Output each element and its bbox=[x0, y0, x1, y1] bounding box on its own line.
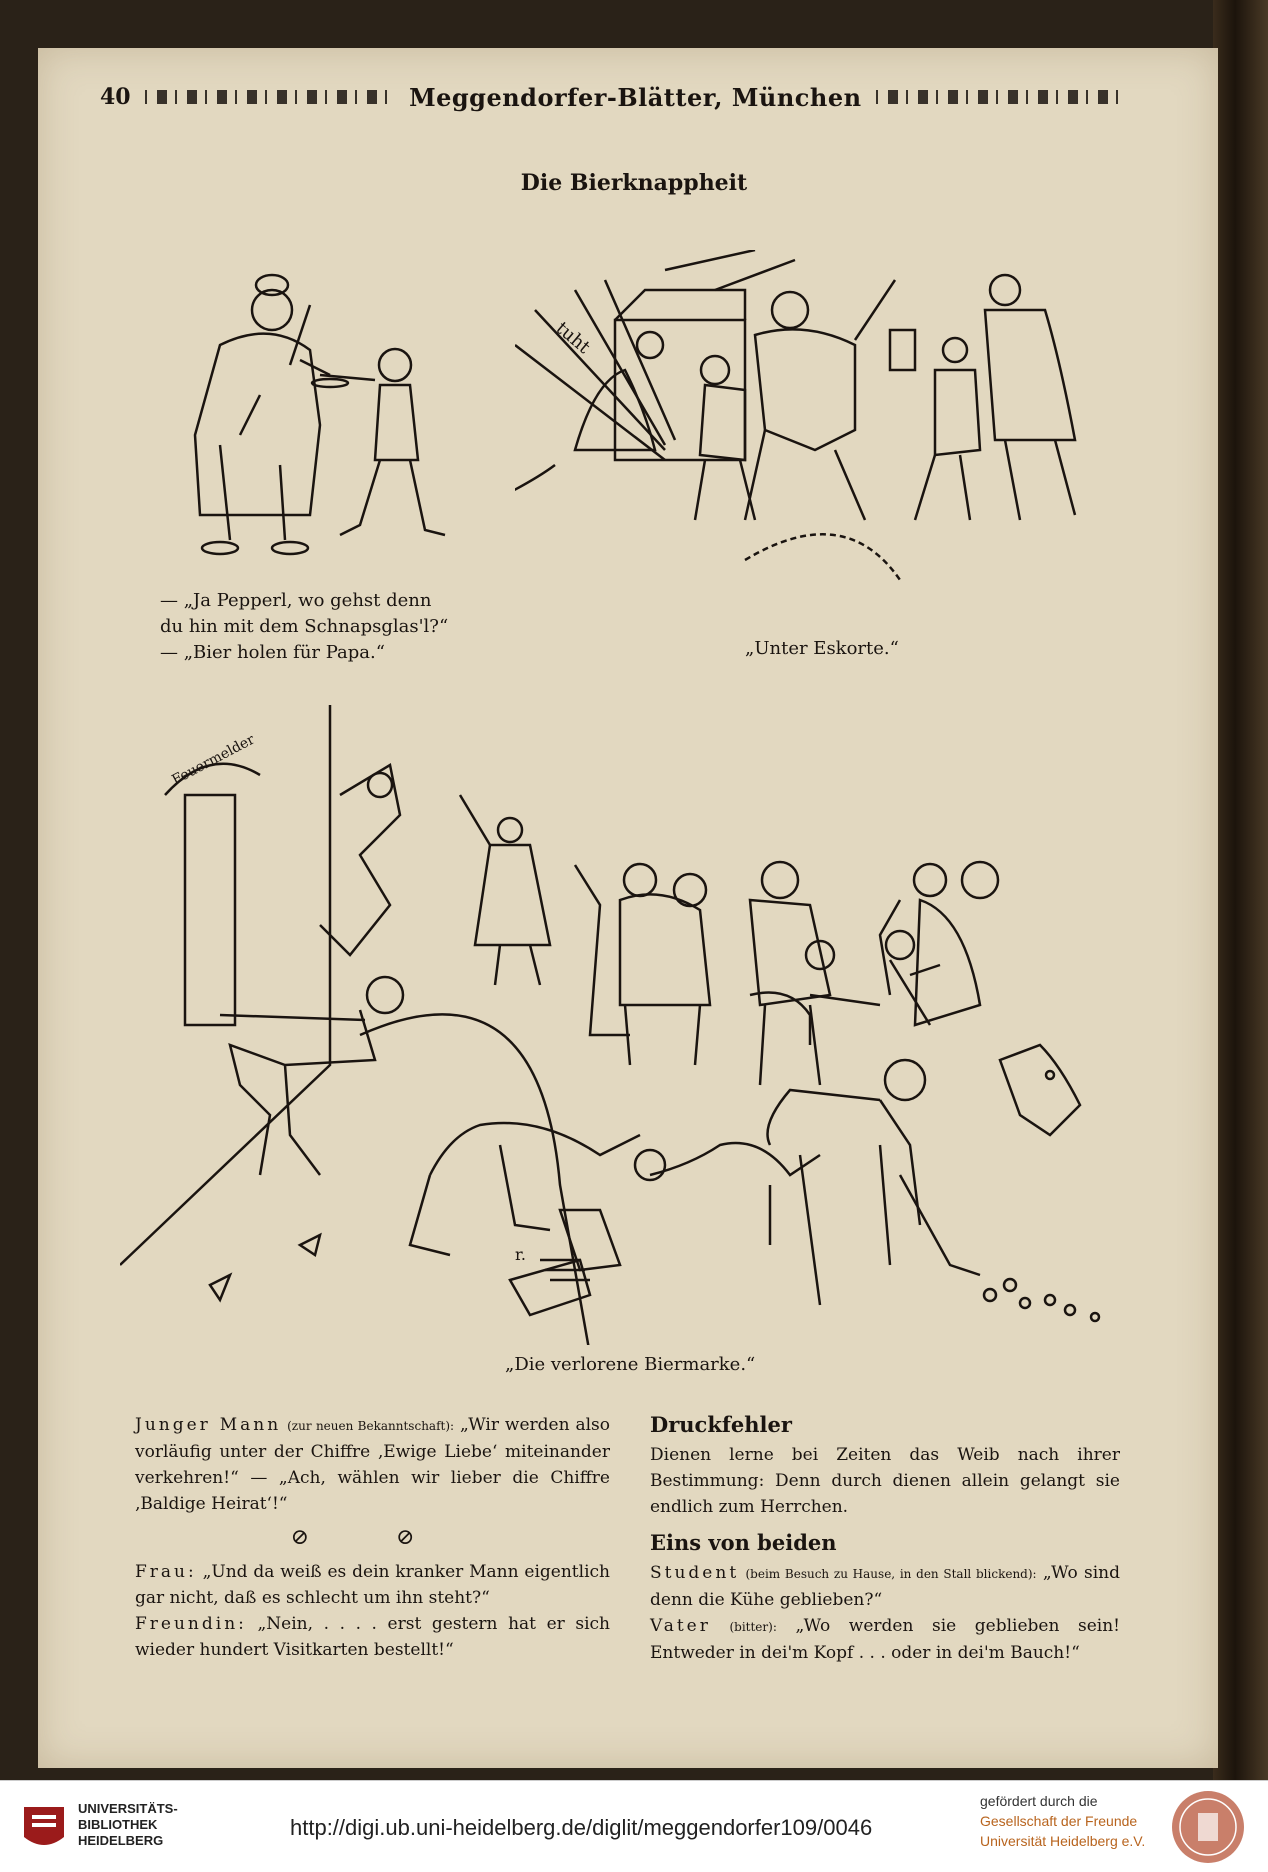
caption-pepperl bbox=[160, 588, 460, 666]
dialogue-text: „Wo sind denn die Kühe geblieben?“ bbox=[650, 1563, 1120, 1610]
university-seal-icon bbox=[1170, 1789, 1246, 1865]
caption-line: — „Ja Pepperl, wo gehst denn bbox=[160, 590, 432, 611]
left-text-column bbox=[135, 1412, 610, 1663]
sponsor-line: Gesellschaft der Freunde bbox=[980, 1813, 1138, 1829]
sponsor-line: gefördert durch die bbox=[980, 1793, 1098, 1809]
speaker-friend: Freundin: bbox=[135, 1614, 247, 1634]
speaker-student: Student bbox=[650, 1563, 740, 1583]
stage-note: (zur neuen Bekanntschaft): bbox=[287, 1419, 455, 1433]
speaker-wife: Frau: bbox=[135, 1562, 197, 1582]
library-line: UNIVERSITÄTS- bbox=[78, 1801, 178, 1816]
cartoon-lost-beer-token bbox=[120, 705, 1150, 1345]
book-edge bbox=[1213, 0, 1268, 1780]
anecdote-text: „Und da weiß es dein kranker Mann eigentlich gar nicht, daß es schlecht um ihn steht?“ bbox=[135, 1562, 610, 1608]
footer-bar bbox=[0, 1780, 1268, 1872]
cartoon-escort bbox=[515, 250, 1115, 600]
anecdote-wife bbox=[135, 1559, 610, 1663]
caption-line: du hin mit dem Schnapsglas'l?“ bbox=[160, 616, 449, 637]
anecdote-couple bbox=[135, 1412, 610, 1517]
library-name bbox=[78, 1801, 178, 1849]
page-title: Die Bierknappheit bbox=[520, 170, 748, 196]
running-header bbox=[100, 77, 1140, 117]
anecdote-text: „Nein, . . . . erst gestern hat er sich wieder hundert Visitkarten bestellt!“ bbox=[135, 1614, 610, 1660]
separator-ornament: ⊘ ⊘ bbox=[290, 1525, 455, 1550]
anecdote-text: „Wir werden also vorläufig unter der Chiffre ‚Ewige Liebe‘ miteinander verkehren!“ — „Ach, wählen wir lieber die Chiffre ‚Baldige Heirat‘!“ bbox=[135, 1415, 610, 1514]
heading-one-of-both: Eins von beiden bbox=[650, 1530, 837, 1555]
running-title: Meggendorfer-Blätter, München bbox=[409, 82, 862, 112]
dialogue-student bbox=[650, 1560, 1120, 1613]
library-line: HEIDELBERG bbox=[78, 1833, 164, 1848]
permalink-url[interactable]: http://digi.ub.uni-heidelberg.de/diglit/meggendorfer109/0046 bbox=[290, 1815, 873, 1840]
caption-escort: „Unter Eskorte.“ bbox=[745, 638, 899, 659]
stage-note: (bitter): bbox=[729, 1620, 777, 1634]
fire-alarm-label: Feuermelder bbox=[169, 731, 258, 789]
header-ornament-right bbox=[876, 90, 1126, 104]
cartoon-pepperl bbox=[160, 265, 460, 585]
library-line: BIBLIOTHEK bbox=[78, 1817, 158, 1832]
caption-lost-beer-token: „Die verlorene Biermarke.“ bbox=[505, 1354, 756, 1375]
stage-note: (beim Besuch zu Hause, in den Stall blickend): bbox=[745, 1567, 1037, 1581]
sponsor-note bbox=[980, 1791, 1145, 1851]
heading-misprint: Druckfehler bbox=[650, 1412, 792, 1437]
dialogue-text: „Wo werden sie geblieben sein! Entweder in dei'm Kopf . . . oder in dei'm Bauch!“ bbox=[650, 1616, 1120, 1663]
header-ornament-left bbox=[145, 90, 395, 104]
page-number: 40 bbox=[100, 84, 131, 110]
caption-line: — „Bier holen für Papa.“ bbox=[160, 642, 385, 663]
artist-signature: r. bbox=[515, 1245, 526, 1264]
speaker-father: Vater bbox=[650, 1616, 711, 1636]
misprint-text: Dienen lerne bei Zeiten das Weib nach ihrer Bestimmung: Denn durch dienen allein gelangt sie endlich zum Herrchen. bbox=[650, 1445, 1120, 1517]
sign-tuht: tuht bbox=[551, 317, 595, 359]
library-logo-icon bbox=[18, 1797, 70, 1855]
dialogue-father bbox=[650, 1613, 1120, 1666]
right-text-column bbox=[650, 1412, 1120, 1666]
speaker-young-man: Junger Mann bbox=[135, 1415, 282, 1435]
sponsor-line: Universität Heidelberg e.V. bbox=[980, 1833, 1146, 1849]
